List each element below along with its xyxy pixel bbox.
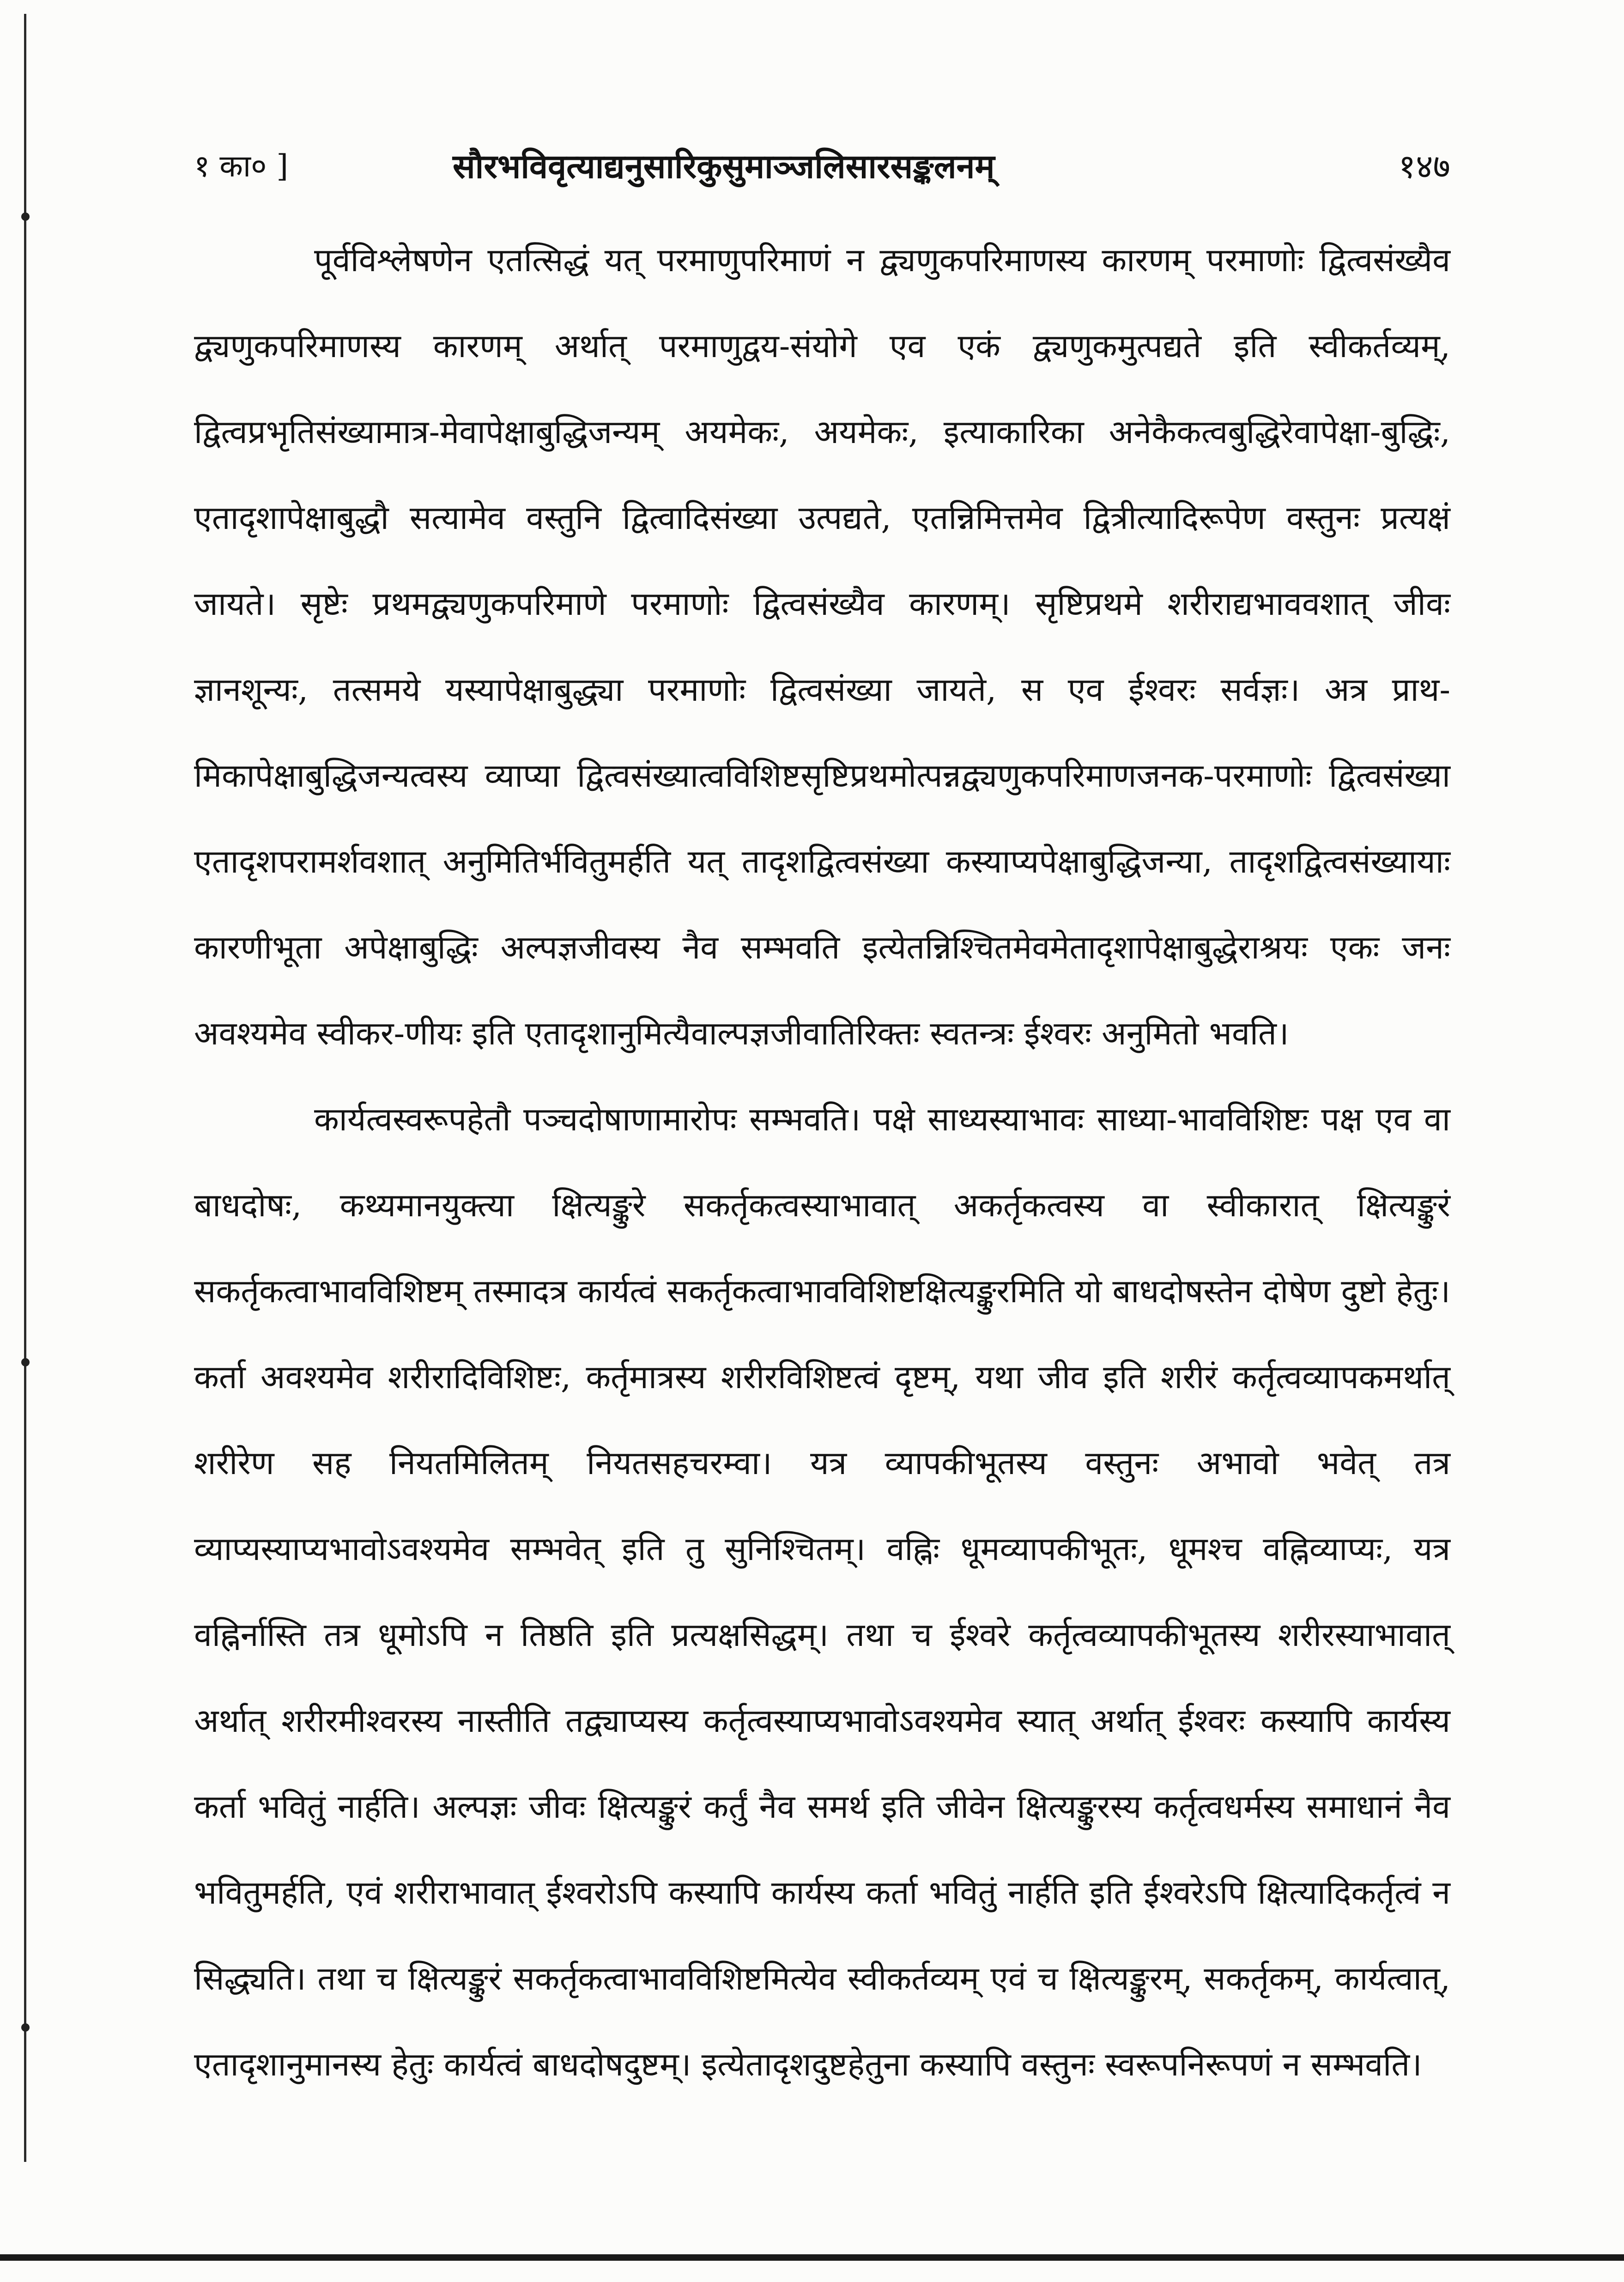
binding-mark-bottom	[21, 2023, 30, 2032]
section-label: १ का० ]	[194, 148, 289, 184]
running-header	[194, 139, 1450, 194]
bottom-rule	[0, 2254, 1624, 2261]
page-number: १४७	[1398, 147, 1450, 186]
left-margin-rule	[24, 14, 26, 2162]
paragraph-2: कार्यत्वस्वरूपहेतौ पञ्चदोषाणामारोपः सम्भवति। पक्षे साध्यस्याभावः साध्या-भावविशिष्टः पक्ष एव वा बाधदोषः, कथ्यमानयुक्त्या क्षित्यङ्कुरे सकर्तृकत्वस्याभावात् अकर्तृकत्वस्य वा स्वीकारात् क्षित्यङ्कुरं सकर्तृकत्वाभावविशिष्टम् तस्मादत्र कार्यत्वं सकर्तृकत्वाभावविशिष्टक्षित्यङ्कुरमिति यो बाधदोषस्तेन दोषेण दुष्टो हेतुः। कर्ता अवश्यमेव शरीरादिविशिष्टः, कर्तृमात्रस्य शरीरविशिष्टत्वं दृष्टम्, यथा जीव इति शरीरं कर्तृत्वव्यापकमर्थात् शरीरेण सह नियतमिलितम् नियतसहचरम्वा। यत्र व्यापकीभूतस्य वस्तुनः अभावो भवेत् तत्र व्याप्यस्याप्यभावोऽवश्यमेव सम्भवेत् इति तु सुनिश्चितम्। वह्निः धूमव्यापकीभूतः, धूमश्च वह्निव्याप्यः, यत्र वह्निर्नास्ति तत्र धूमोऽपि न तिष्ठति इति प्रत्यक्षसिद्धम्। तथा च ईश्वरे कर्तृत्वव्यापकीभूतस्य शरीरस्याभावात् अर्थात् शरीरमीश्वरस्य नास्तीति तद्व्याप्यस्य कर्तृत्वस्याप्यभावोऽवश्यमेव स्यात् अर्थात् ईश्वरः कस्यापि कार्यस्य कर्ता भवितुं नार्हति। अल्पज्ञः जीवः क्षित्यङ्कुरं कर्तुं नैव समर्थ इति जीवेन क्षित्यङ्कुरस्य कर्तृत्वधर्मस्य समाधानं नैव भवितुमर्हति, एवं शरीराभावात् ईश्वरोऽपि कस्यापि कार्यस्य कर्ता भवितुं नार्हति इति ईश्वरेऽपि क्षित्यादिकर्तृत्वं न सिद्ध्यति। तथा च क्षित्यङ्कुरं सकर्तृकत्वाभावविशिष्टमित्येव स्वीकर्तव्यम् एवं च क्षित्यङ्कुरम्, सकर्तृकम्, कार्यत्वात्, एतादृशानुमानस्य हेतुः कार्यत्वं बाधदोषदुष्टम्। इत्येतादृशदुष्टहेतुना कस्यापि वस्तुनः स्वरूपनिरूपणं न सम्भवति।	[194, 1100, 1450, 2083]
running-title: सौरभविवृत्याद्यनुसारिकुसुमाञ्जलिसारसङ्कलनम्	[453, 146, 995, 186]
binding-mark-top	[21, 212, 30, 221]
binding-mark-middle	[21, 1358, 30, 1366]
body-text	[194, 217, 1450, 2107]
paragraph-1: पूर्वविश्लेषणेन एतत्सिद्धं यत् परमाणुपरिमाणं न द्व्यणुकपरिमाणस्य कारणम् परमाणोः द्वित्वसंख्यैव द्व्यणुकपरिमाणस्य कारणम् अर्थात् परमाणुद्वय-संयोगे एव एकं द्व्यणुकमुत्पद्यते इति स्वीकर्तव्यम्, द्वित्वप्रभृतिसंख्यामात्र-मेवापेक्षाबुद्धिजन्यम् अयमेकः, अयमेकः, इत्याकारिका अनेकैकत्वबुद्धिरेवापेक्षा-बुद्धिः, एतादृशापेक्षाबुद्धौ सत्यामेव वस्तुनि द्वित्वादिसंख्या उत्पद्यते, एतन्निमित्तमेव द्वित्रीत्यादिरूपेण वस्तुनः प्रत्यक्षं जायते। सृष्टेः प्रथमद्व्यणुकपरिमाणे परमाणोः द्वित्वसंख्यैव कारणम्। सृष्टिप्रथमे शरीराद्यभाववशात् जीवः ज्ञानशून्यः, तत्समये यस्यापेक्षाबुद्ध्या परमाणोः द्वित्वसंख्या जायते, स एव ईश्वरः सर्वज्ञः। अत्र प्राथ-मिकापेक्षाबुद्धिजन्यत्वस्य व्याप्या द्वित्वसंख्यात्वविशिष्टसृष्टिप्रथमोत्पन्नद्व्यणुकपरिमाणजनक-परमाणोः द्वित्वसंख्या एतादृशपरामर्शवशात् अनुमितिर्भवितुमर्हति यत् तादृशद्वित्वसंख्या कस्याप्यपेक्षाबुद्धिजन्या, तादृशद्वित्वसंख्यायाः कारणीभूता अपेक्षाबुद्धिः अल्पज्ञजीवस्य नैव सम्भवति इत्येतन्निश्चितमेवमेतादृशापेक्षाबुद्धेराश्रयः एकः जनः अवश्यमेव स्वीकर-णीयः इति एतादृशानुमित्यैवाल्पज्ञजीवातिरिक्तः स्वतन्त्रः ईश्वरः अनुमितो भवति।	[194, 241, 1450, 1052]
